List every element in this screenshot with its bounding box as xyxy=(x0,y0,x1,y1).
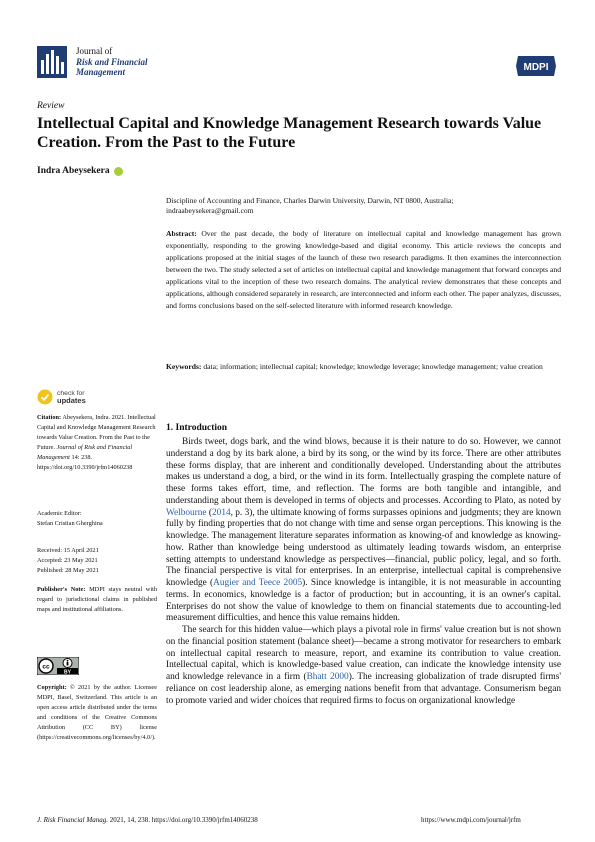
cc-by-license-icon[interactable] xyxy=(37,657,79,675)
orcid-icon[interactable] xyxy=(114,167,123,176)
published-date: Published: 28 May 2021 xyxy=(37,567,99,574)
abstract-label: Abstract: xyxy=(166,229,197,238)
citation-link[interactable]: Bhatt 2000 xyxy=(306,672,349,682)
editor-name: Stefan Cristian Gherghina xyxy=(37,520,103,527)
author-line xyxy=(37,166,123,176)
paragraph-text: ). Since knowledge is intangible, it is not measurable in accounting terms. In economics, knowledge is a factor of production; but in accounting, it is an owner's capital. Enterprises do not show the value of knowledge to them on financial statements due to accounting-led measurement difficulties, and hence this value remains hidden. xyxy=(166,578,561,624)
publisher-note xyxy=(37,585,157,615)
citation-link[interactable]: Welbourne xyxy=(166,507,207,518)
keywords-text: data; information; intellectual capital; knowledge; knowledge leverage; knowledge management; value creation xyxy=(203,362,543,371)
publisher-note-label: Publisher's Note: xyxy=(37,586,86,593)
body-text xyxy=(166,437,561,707)
received-date: Received: 15 April 2021 xyxy=(37,547,99,554)
editor-block xyxy=(37,509,157,529)
affiliation xyxy=(166,196,561,216)
citation-text: Abeysekera, Indra. 2021. Intellectual Capital and Knowledge Management Research towards Value Creation. From the Past to the Future. xyxy=(37,414,156,451)
footer-journal-url[interactable]: https://www.mdpi.com/journal/jrfm xyxy=(421,816,521,824)
article-title: Intellectual Capital and Knowledge Management Research towards Value Creation. From the Past to the Future xyxy=(37,115,542,151)
citation-doi[interactable]: 14: 238. https://doi.org/10.3390/jrfm14060238 xyxy=(37,454,133,471)
publisher-note-text: MDPI stays neutral with regard to jurisdictional claims in published maps and institutional affiliations. xyxy=(37,586,157,613)
keywords xyxy=(166,361,561,373)
editor-label: Academic Editor: xyxy=(37,510,82,517)
footer-citation xyxy=(37,816,258,824)
journal-logo-icon xyxy=(37,46,67,78)
footer-doi[interactable]: 2021, 14, 238. https://doi.org/10.3390/jrfm14060238 xyxy=(109,816,258,824)
journal-name xyxy=(76,46,148,78)
paragraph xyxy=(166,625,561,707)
mdpi-logo-text: MDPI xyxy=(523,62,549,73)
journal-title-line-1: Risk and Financial xyxy=(76,56,148,67)
journal-title-line-2: Management xyxy=(76,67,126,77)
article-type: Review xyxy=(37,101,65,111)
journal-prefix: Journal of xyxy=(76,46,113,56)
abstract-text: Over the past decade, the body of literature on intellectual capital and knowledge management has grown exponentially, responding to the growing knowledge-based and digital economy. This article reviews the concepts and applications proposed at the initial stages of the launch of these two research paradigms. It then examines the interconnection between the two. The study selected a set of articles on intellectual capital and knowledge management that forward concepts and applications vital to the inception of these two research domains. The analytical review demonstrates that these concepts and applications, although considered separately in research, are interconnected and inform each other. The paper analyzes, discusses, and forms conclusions based on the self-selected literature with informed research knowledge. xyxy=(166,229,561,310)
check-for-updates[interactable] xyxy=(37,389,86,405)
mdpi-logo-icon xyxy=(516,56,556,76)
accepted-date: Accepted: 23 May 2021 xyxy=(37,557,98,564)
citation-label: Citation: xyxy=(37,414,62,421)
footer-journal: J. Risk Financial Manag. xyxy=(37,816,108,824)
citation-link[interactable]: 2014 xyxy=(212,507,231,518)
check-updates-line-1: check for xyxy=(57,390,85,397)
citation-link[interactable]: Augier and Teece 2005 xyxy=(213,578,303,588)
check-updates-line-2: updates xyxy=(57,396,86,405)
section-heading: 1. Introduction xyxy=(166,423,228,433)
affiliation-line: Discipline of Accounting and Finance, Charles Darwin University, Darwin, NT 0800, Australia; xyxy=(166,196,454,205)
copyright-text: © 2021 by the author. Licensee MDPI, Basel, Switzerland. This article is an open access article distributed under the terms and conditions of the Creative Commons Attribution (CC BY) license (https://creativecommons.org/licenses/by/4.0/). xyxy=(37,684,157,741)
citation-journal: Journal of Risk and Financial Management xyxy=(37,444,133,461)
paragraph xyxy=(166,437,561,625)
svg-text:cc: cc xyxy=(42,663,50,671)
paragraph-text: The search for this hidden value—which plays a pivotal role in firms' value creation but is not shown on the financial position statement (balance sheet)—became a strong motivator for researchers to embark on intellectual capital research to measure, report, and examine its contribution to value creation. Intellectual capital, which is knowledge-based value creation, can indicate the knowledge intensity use and knowledge relevance in a firm ( xyxy=(166,625,561,682)
abstract xyxy=(166,228,561,312)
citation-block xyxy=(37,413,157,473)
author-name: Indra Abeysekera xyxy=(37,166,110,176)
cc-by-text: BY xyxy=(64,669,71,675)
dates-block xyxy=(37,546,157,576)
keywords-label: Keywords: xyxy=(166,362,202,371)
copyright-block xyxy=(37,683,157,743)
check-updates-icon xyxy=(37,389,53,405)
paragraph-text: Birds tweet, dogs bark, and the wind blows, because it is their nature to do so. However, we cannot understand a dog by its bark alone, a bird by its song, or the wind by its force. There are other attributes these forms display, that are inherent and conditionally developed. Understanding about the attributes makes us understand a dog, a bird, or the wind in its form. Intellectually grasping the complete nature of these forms takes effort, time, and reflection. The forms are both tangible and intangible, and understanding about them is developed in terms of objects and processes. According to Plato, as noted by xyxy=(166,437,561,506)
paragraph-text: ). The increasing globalization of trade disrupted firms' reliance on cost leadership alone, as emerging nations benefit from that advantage. Consumerism began to promote varied and wider choices that required firms to focus on organizational knowledge xyxy=(166,672,562,706)
paragraph-text: , p. 3), the ultimate knowing of forms surpasses opinions and judgments; they are known fully by finding properties that do not change with time and sense organ perceptions. This knowing is the knowledge. The management literature separates information as knowing-of and knowledge as knowing-how. Rather than knowledge being understood as ultimately leading towards wisdom, an enterprise setting attempts to understand knowledge as perspectives—financial, public policy, legal, and so forth. The financial perspective is vital for enterprises. In an enterprise, intellectual capital is comprehensive knowledge ( xyxy=(166,507,562,588)
author-email[interactable]: indraabeysekera@gmail.com xyxy=(166,206,254,215)
copyright-label: Copyright: xyxy=(37,684,67,691)
paragraph-text: ( xyxy=(208,507,213,518)
